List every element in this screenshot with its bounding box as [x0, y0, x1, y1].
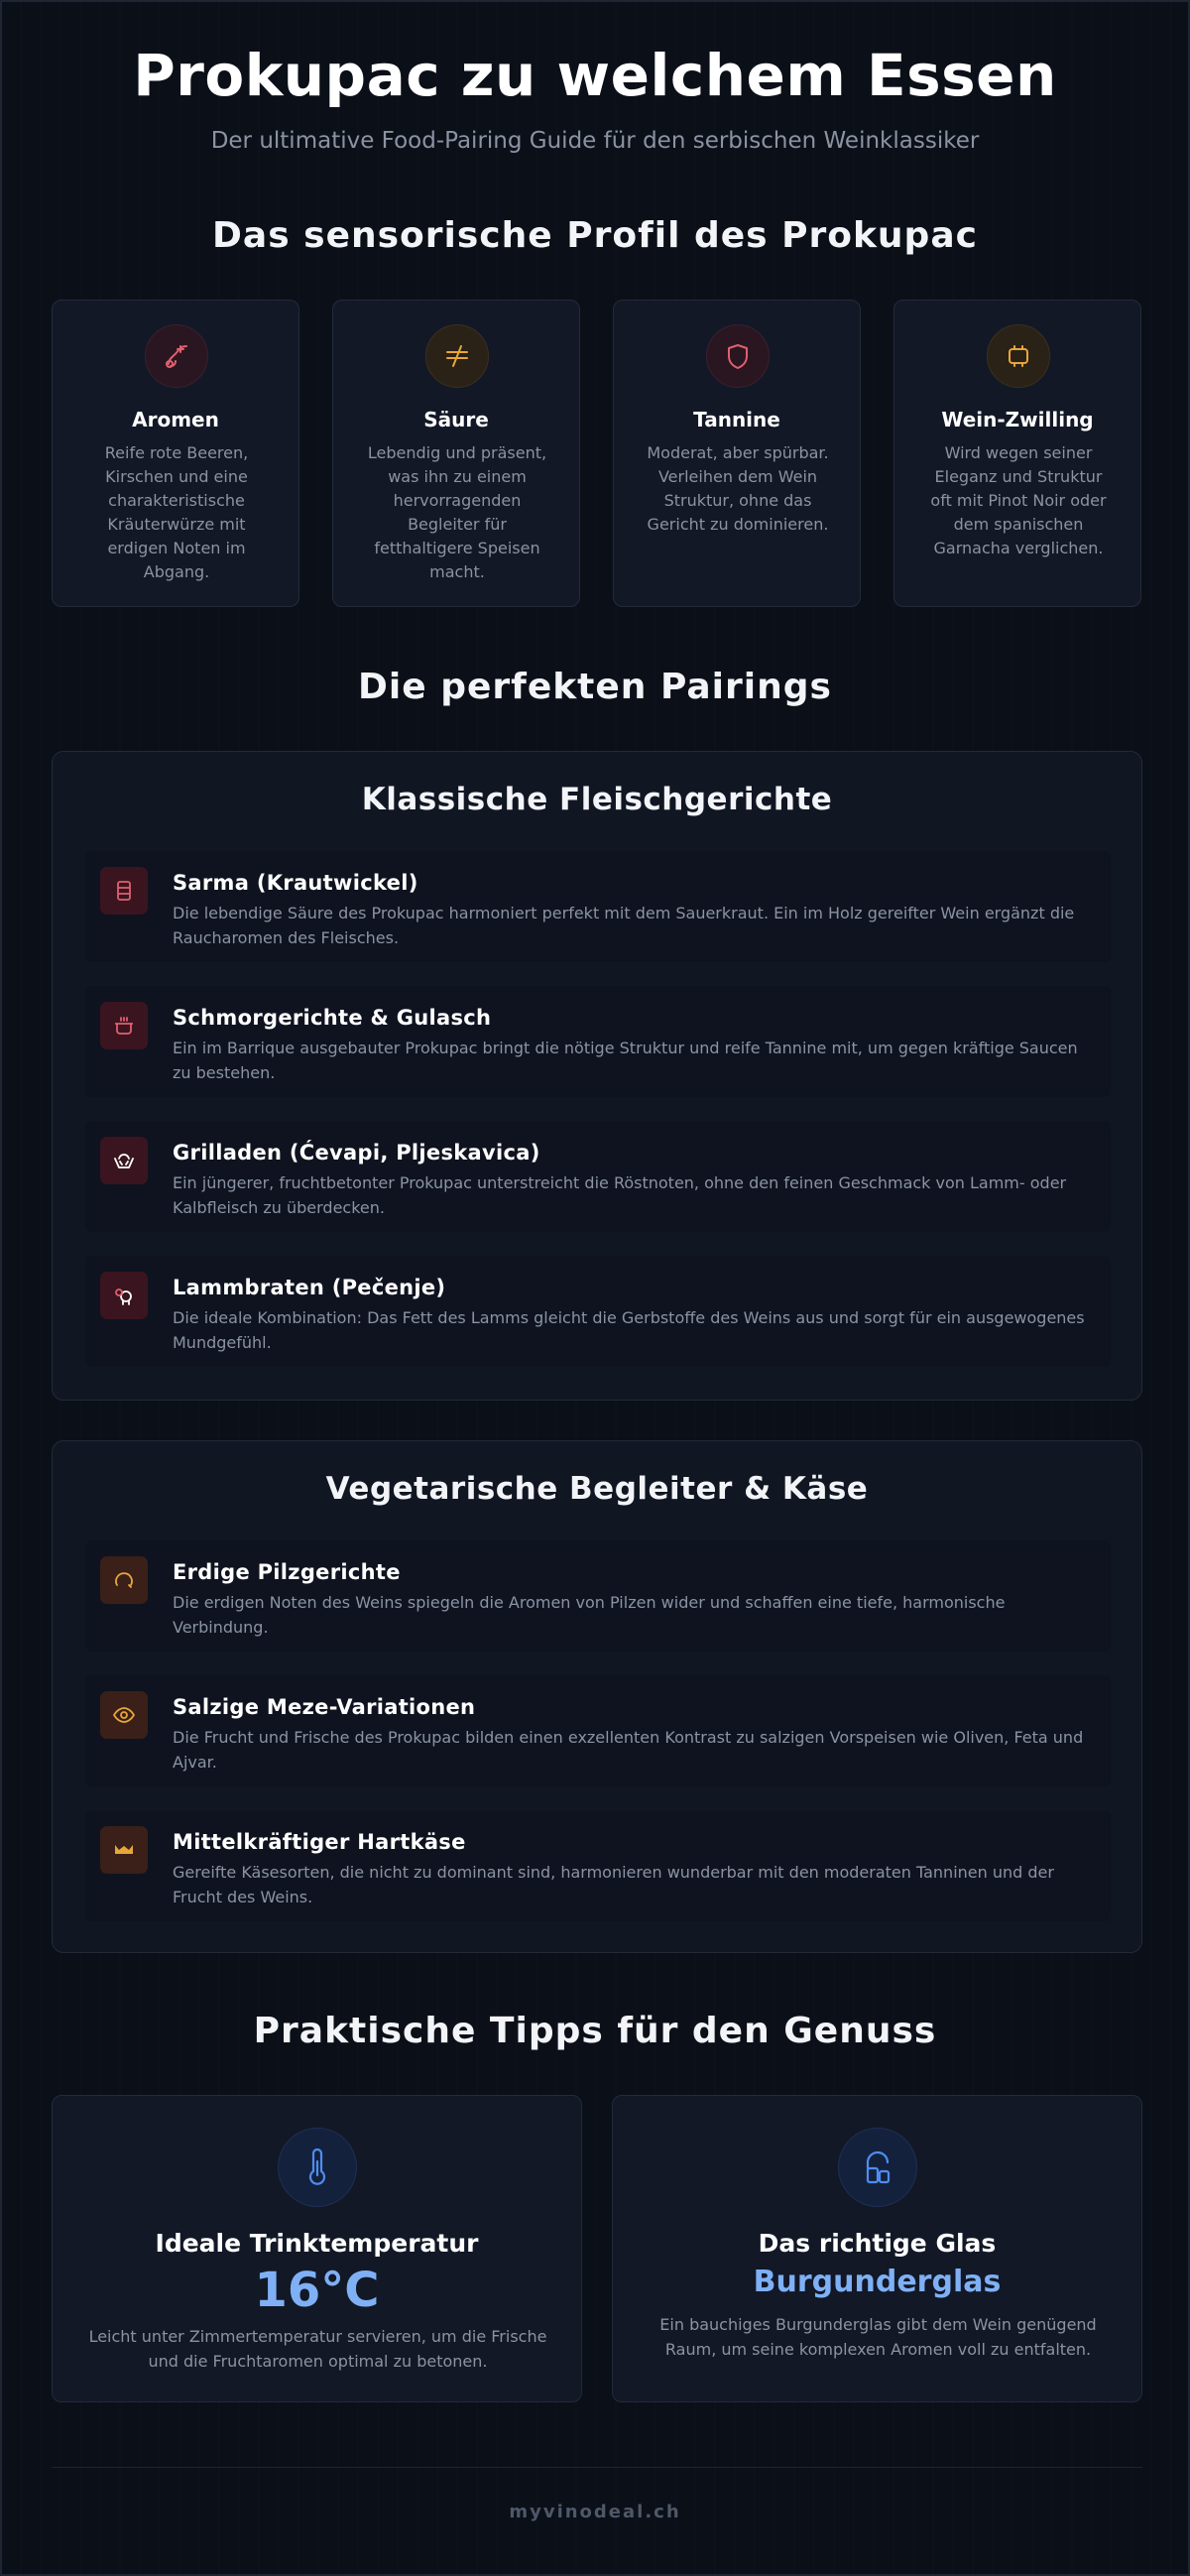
thermometer-icon: [278, 2128, 357, 2207]
footer-divider: [52, 2467, 1142, 2468]
item-title: Salzige Meze-Variationen: [173, 1695, 476, 1719]
profile-card-text: Reife rote Beeren, Kirschen und eine charakteristische Kräuterwürze mit erdigen Noten im Abgang.: [104, 443, 249, 581]
profile-card-title: Säure: [423, 408, 489, 431]
tip-title: Das richtige Glas: [758, 2229, 997, 2258]
profile-card-title: Tannine: [693, 408, 780, 431]
profile-card-wein-zwilling: [893, 300, 1141, 607]
profile-card-title: Aromen: [132, 408, 219, 431]
item-title: Schmorgerichte & Gulasch: [173, 1006, 492, 1030]
group-title: Klassische Fleischgerichte: [361, 782, 833, 817]
profile-card-aromen: [52, 300, 299, 607]
tip-text: Ein bauchiges Burgunderglas gibt dem Wein genügend Raum, um seine komplexen Aromen voll zu entfalten.: [659, 2315, 1097, 2359]
balance-icon: [425, 324, 489, 388]
item-title: Erdige Pilzgerichte: [173, 1560, 401, 1584]
cheese-icon: [100, 1826, 148, 1874]
page-title: Prokupac zu welchem Essen: [133, 42, 1057, 109]
tip-card-glass: [612, 2095, 1142, 2402]
item-text: Gereifte Käsesorten, die nicht zu dominant sind, harmonieren wunderbar mit den moderaten Tanninen und der Frucht des Weins.: [173, 1863, 1054, 1906]
grill-icon: [100, 1137, 148, 1184]
profile-card-saeure: [332, 300, 580, 607]
item-text: Die lebendige Säure des Prokupac harmoniert perfekt mit dem Sauerkraut. Ein im Holz gereifter Wein ergänzt die Raucharomen des Fleisches.: [173, 904, 1075, 947]
profile-card-text: Lebendig und präsent, was ihn zu einem hervorragenden Begleiter für fetthaltigere Speisen macht.: [367, 443, 547, 581]
olive-icon: [100, 1691, 148, 1739]
roll-icon: [100, 867, 148, 915]
footer-brand[interactable]: myvinodeal.ch: [509, 2502, 681, 2522]
item-text: Die ideale Kombination: Das Fett des Lamms gleicht die Gerbstoffe des Weins aus und sorgt für ein ausgewogenes Mundgefühl.: [173, 1308, 1085, 1352]
twin-icon: [987, 324, 1050, 388]
item-text: Die erdigen Noten des Weins spiegeln die Aromen von Pilzen wider und schaffen eine tiefe, harmonische Verbindung.: [173, 1593, 1006, 1637]
item-title: Sarma (Krautwickel): [173, 871, 418, 895]
mushroom-icon: [100, 1556, 148, 1604]
shield-icon: [706, 324, 770, 388]
pot-icon: [100, 1002, 148, 1049]
profile-card-text: Wird wegen seiner Eleganz und Struktur oft mit Pinot Noir oder dem spanischen Garnacha verglichen.: [930, 443, 1107, 557]
cherry-icon: [145, 324, 208, 388]
list-item: [85, 986, 1111, 1097]
glass-value: Burgunderglas: [753, 2265, 1002, 2299]
list-item: [85, 1810, 1111, 1921]
tip-text: Leicht unter Zimmertemperatur servieren, um die Frische und die Fruchtaromen optimal zu betonen.: [88, 2327, 547, 2371]
tip-card-temperature: [52, 2095, 582, 2402]
profile-card-text: Moderat, aber spürbar. Verleihen dem Wein Struktur, ohne das Gericht zu dominieren.: [647, 443, 829, 534]
page-subtitle: Der ultimative Food-Pairing Guide für den serbischen Weinklassiker: [210, 128, 980, 154]
glass-icon: [838, 2128, 917, 2207]
list-item: [85, 1121, 1111, 1232]
list-item: [85, 1540, 1111, 1652]
temperature-value: 16°C: [254, 2263, 380, 2318]
lamb-icon: [100, 1272, 148, 1319]
profile-heading: Das sensorische Profil des Prokupac: [212, 215, 978, 256]
tip-title: Ideale Trinktemperatur: [155, 2229, 479, 2258]
tips-heading: Praktische Tipps für den Genuss: [253, 2011, 937, 2051]
profile-card-title: Wein-Zwilling: [941, 408, 1094, 431]
veg-pairings-group: [52, 1440, 1142, 1953]
profile-card-tannine: [613, 300, 861, 607]
item-title: Grilladen (Ćevapi, Pljeskavica): [173, 1141, 540, 1165]
pairings-heading: Die perfekten Pairings: [358, 667, 832, 707]
item-title: Mittelkräftiger Hartkäse: [173, 1830, 466, 1854]
item-text: Die Frucht und Frische des Prokupac bilden einen exzellenten Kontrast zu salzigen Vorspeisen wie Oliven, Feta und Ajvar.: [173, 1728, 1084, 1772]
item-title: Lammbraten (Pečenje): [173, 1276, 446, 1299]
meat-pairings-group: [52, 751, 1142, 1401]
item-text: Ein jüngerer, fruchtbetonter Prokupac unterstreicht die Röstnoten, ohne den feinen Geschmack von Lamm- oder Kalbfleisch zu überdecken.: [173, 1173, 1067, 1217]
item-text: Ein im Barrique ausgebauter Prokupac bringt die nötige Struktur und reife Tannine mit, um gegen kräftige Saucen zu bestehen.: [173, 1039, 1078, 1082]
list-item: [85, 1256, 1111, 1367]
list-item: [85, 1675, 1111, 1786]
list-item: [85, 851, 1111, 962]
group-title: Vegetarische Begleiter & Käse: [325, 1471, 869, 1507]
